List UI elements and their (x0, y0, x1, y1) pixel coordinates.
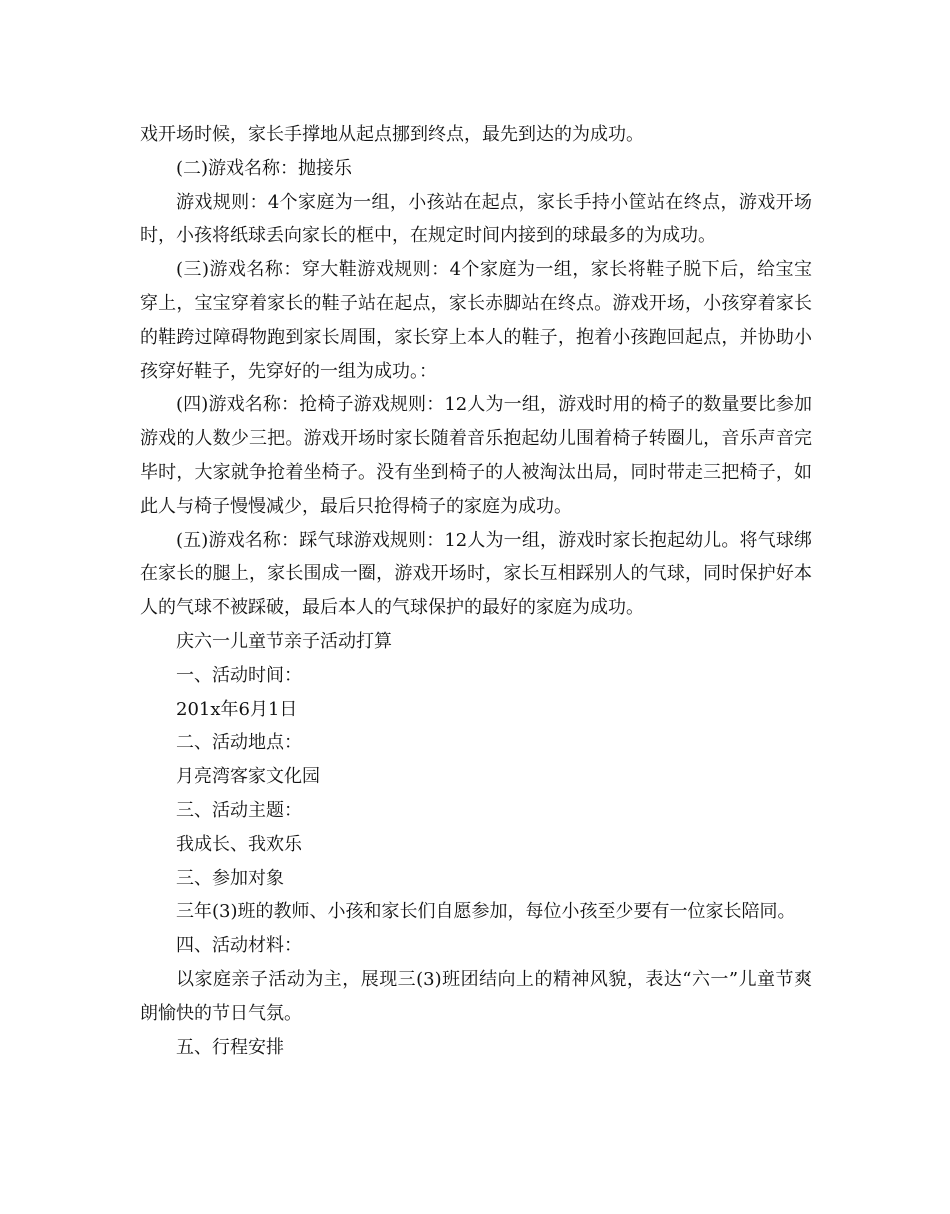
activity-theme-value: 我成长、我欢乐 (176, 833, 302, 855)
paragraph-game-4: (四)游戏名称：抢椅子游戏规则：12人为一组，游戏时用的椅子的数量要比参加游戏的人数少三把。游戏开场时家长随着音乐抱起幼儿围着椅子转圈儿，音乐声音完毕时，大家就争抢着坐椅子。没有坐到椅子的人被淘汰出局，同时带走三把椅子，如此人与椅子慢慢减少，最后只抢得椅子的家庭为成功。 (140, 394, 812, 517)
activity-location-value: 月亮湾客家文化园 (176, 766, 320, 788)
paragraph-game-5: (五)游戏名称：踩气球游戏规则：12人为一组，游戏时家长抱起幼儿。将气球绑在家长的腿上，家长围成一圈，游戏开场时，家长互相踩别人的气球，同时保护好本人的气球不被踩破，最后本人的气球保护的最好的家庭为成功。 (140, 529, 812, 619)
heading-activity-material: 四、活动材料： (176, 935, 302, 957)
heading-game-2: (二)游戏名称：抛接乐 (176, 157, 353, 179)
participants-value: 三年(3)班的教师、小孩和家长们自愿参加，每位小孩至少要有一位家长陪同。 (176, 901, 796, 923)
heading-activity-location: 二、活动地点： (176, 732, 302, 754)
activity-material-value: 以家庭亲子活动为主，展现三(3)班团结向上的精神风貌，表达“六一”儿童节爽朗愉快的节日气氛。 (140, 968, 812, 1024)
activity-time-value: 201x年6月1日 (176, 698, 298, 720)
section-title: 庆六一儿童节亲子活动打算 (176, 630, 392, 652)
paragraph-game-1-end: 戏开场时候，家长手撑地从起点挪到终点，最先到达的为成功。 (140, 124, 644, 145)
paragraph-game-3: (三)游戏名称：穿大鞋游戏规则：4个家庭为一组，家长将鞋子脱下后，给宝宝穿上，宝宝穿着家长的鞋子站在起点，家长赤脚站在终点。游戏开场，小孩穿着家长的鞋跨过障碍物跑到家长周围，家长穿上本人的鞋子，抱着小孩跑回起点，并协助小孩穿好鞋子，先穿好的一组为成功。： (140, 259, 812, 382)
heading-activity-theme: 三、活动主题： (176, 799, 302, 821)
heading-participants: 三、参加对象 (176, 867, 284, 889)
heading-schedule: 五、行程安排 (176, 1036, 284, 1058)
paragraph-game-2-rules: 游戏规则：4个家庭为一组，小孩站在起点，家长手持小筐站在终点，游戏开场时，小孩将纸球丢向家长的框中，在规定时间内接到的球最多的为成功。 (140, 191, 812, 247)
heading-activity-time: 一、活动时间： (176, 664, 302, 686)
